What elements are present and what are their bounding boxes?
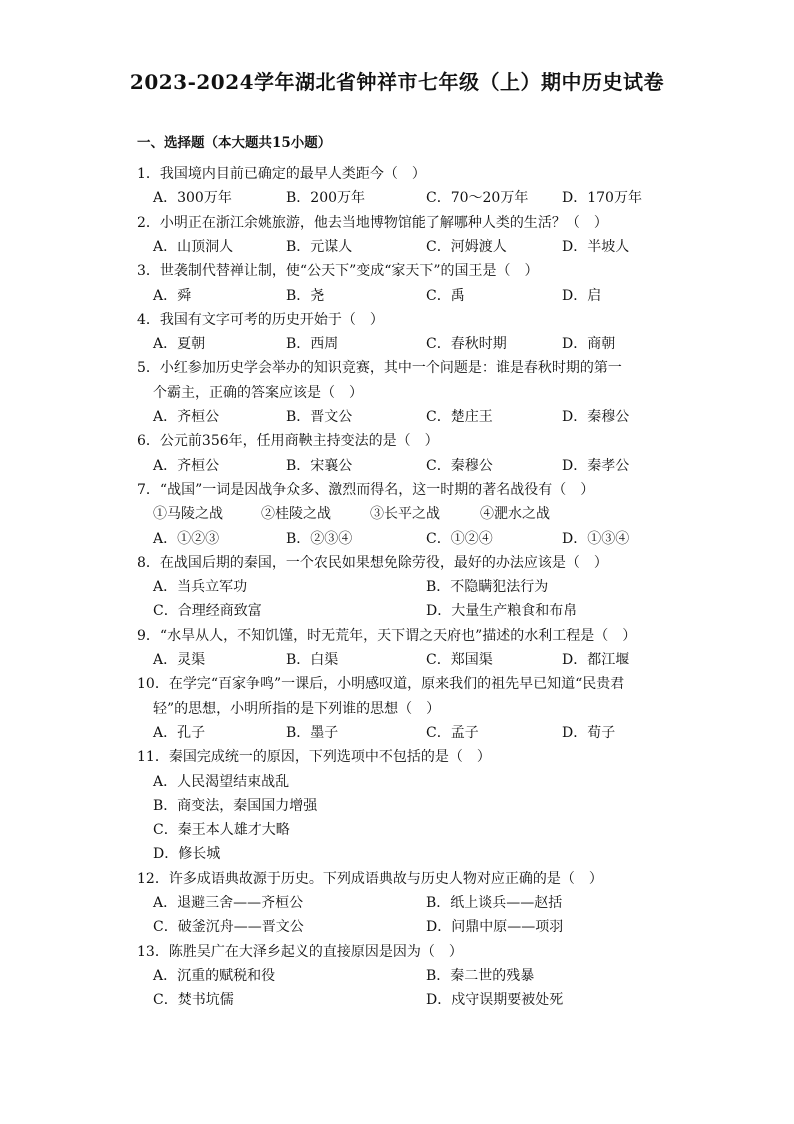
answer-option: D．修长城: [153, 846, 221, 863]
question-text-continued: 个霸主，正确的答案应该是（ ）: [153, 384, 363, 401]
answer-option: B．商变法，秦国国力增强: [153, 797, 318, 814]
question-line: [0, 503, 794, 527]
answer-option: C．合理经商致富: [153, 603, 262, 620]
question-line: [0, 868, 794, 892]
answer-option: D．秦穆公: [562, 409, 630, 425]
answer-option: D．问鼎中原——项羽: [426, 919, 564, 936]
answer-option: A．舜: [153, 287, 192, 304]
answer-option: B．秦二世的残暴: [426, 967, 535, 984]
question-line: [0, 455, 794, 479]
question-line: [0, 625, 794, 649]
question-text: 10．在学完“百家争鸣”一课后，小明感叹道，原来我们的祖先早已知道“民贵君: [137, 676, 625, 693]
answer-option: A．300万年: [153, 190, 232, 207]
answer-option: D．荀子: [562, 724, 616, 741]
question-text-continued: 轻”的思想，小明所指的是下列谁的思想（ ）: [153, 700, 441, 717]
question-line: [0, 187, 794, 211]
statement-item: ②桂陵之战: [261, 506, 331, 523]
answer-option: A．灵渠: [153, 652, 206, 668]
question-line: [0, 916, 794, 940]
answer-option: B．白渠: [286, 652, 339, 668]
question-line: [0, 285, 794, 309]
question-line: [0, 722, 794, 746]
answer-option: B．宋襄公: [286, 457, 353, 474]
question-line: [0, 965, 794, 989]
answer-option: C．焚书坑儒: [153, 992, 234, 1009]
answer-option: A．人民渴望结束战乱: [153, 773, 290, 790]
answer-option: B．西周: [286, 336, 339, 353]
question-text: 11．秦国完成统一的原因，下列选项中不包括的是（ ）: [137, 749, 491, 766]
statement-item: ①马陵之战: [153, 506, 223, 523]
question-text: 7．“战国”一词是因战争众多、激烈而得名，这一时期的著名战役有（ ）: [137, 481, 595, 498]
answer-option: D．商朝: [562, 336, 616, 353]
answer-option: A．山顶洞人: [153, 238, 234, 255]
answer-option: D．①③④: [562, 530, 630, 547]
question-line: [0, 479, 794, 503]
question-line: [0, 673, 794, 697]
answer-option: B．②③④: [286, 530, 353, 547]
question-line: [0, 163, 794, 187]
question-line: [0, 333, 794, 357]
question-line: [0, 698, 794, 722]
section-heading: 一、选择题（本大题共15小题）: [137, 135, 332, 151]
answer-option: D．启: [562, 287, 602, 304]
answer-option: B．200万年: [286, 190, 366, 207]
question-line: [0, 212, 794, 236]
question-line: [0, 357, 794, 381]
answer-option: C．河姆渡人: [426, 238, 507, 255]
question-line: [0, 892, 794, 916]
question-text: 9．“水旱从人，不知饥馑，时无荒年，天下谓之天府也”描述的水利工程是（ ）: [137, 627, 637, 644]
question-line: [0, 309, 794, 333]
answer-option: C．春秋时期: [426, 336, 507, 353]
answer-option: D．170万年: [562, 190, 642, 207]
answer-option: B．不隐瞒犯法行为: [426, 579, 549, 596]
answer-option: A．当兵立军功: [153, 579, 248, 596]
page-title: 2023-2024学年湖北省钟祥市七年级（上）期中历史试卷: [129, 70, 665, 94]
question-text: 1．我国境内目前已确定的最早人类距今（ ）: [137, 166, 426, 182]
question-line: [0, 771, 794, 795]
answer-option: A．孔子: [153, 724, 206, 741]
answer-option: C．70～20万年: [426, 190, 529, 207]
answer-option: C．楚庄王: [426, 409, 493, 425]
answer-option: C．破釜沉舟——晋文公: [153, 919, 304, 936]
question-line: [0, 236, 794, 260]
answer-option: A．夏朝: [153, 336, 206, 353]
question-line: [0, 819, 794, 843]
question-text: 6．公元前356年，任用商鞅主持变法的是（ ）: [137, 433, 439, 450]
answer-option: A．沉重的赋税和役: [153, 967, 276, 984]
answer-option: B．元谋人: [286, 238, 353, 255]
question-line: [0, 746, 794, 770]
question-text: 13．陈胜吴广在大泽乡起义的直接原因是因为（ ）: [137, 943, 463, 960]
answer-option: A．退避三舍——齐桓公: [153, 895, 304, 911]
answer-option: A．①②③: [153, 530, 220, 547]
question-line: [0, 843, 794, 867]
answer-option: C．①②④: [426, 530, 493, 547]
question-text: 5．小红参加历史学会举办的知识竞赛，其中一个问题是：谁是春秋时期的第一: [137, 360, 622, 377]
question-text: 2．小明正在浙江余姚旅游，他去当地博物馆能了解哪种人类的生活？（ ）: [137, 214, 608, 231]
answer-option: C．孟子: [426, 724, 479, 741]
answer-option: D．秦孝公: [562, 457, 630, 474]
question-line: [0, 941, 794, 965]
answer-option: B．尧: [286, 287, 325, 304]
answer-option: D．都江堰: [562, 652, 630, 668]
question-line: [0, 260, 794, 284]
question-line: [0, 795, 794, 819]
question-text: 4．我国有文字可考的历史开始于（ ）: [137, 311, 384, 328]
answer-option: B．墨子: [286, 724, 339, 741]
question-text: 3．世袭制代替禅让制，使“公天下”变成“家天下”的国王是（ ）: [137, 263, 539, 280]
answer-option: B．纸上谈兵——赵括: [426, 895, 563, 911]
question-text: 12．许多成语典故源于历史。下列成语典故与历史人物对应正确的是（ ）: [137, 870, 603, 887]
question-text: 8．在战国后期的秦国，一个农民如果想免除劳役，最好的办法应该是（ ）: [137, 554, 608, 571]
answer-option: A．齐桓公: [153, 409, 220, 425]
answer-option: D．戍守误期要被处死: [426, 992, 564, 1009]
answer-option: C．秦王本人雄才大略: [153, 822, 290, 839]
answer-option: D．大量生产粮食和布帛: [426, 603, 578, 620]
question-line: [0, 406, 794, 430]
answer-option: C．禹: [426, 287, 465, 304]
question-line: [0, 430, 794, 454]
answer-option: D．半坡人: [562, 238, 630, 255]
answer-option: C．郑国渠: [426, 652, 493, 668]
question-line: [0, 600, 794, 624]
question-line: [0, 649, 794, 673]
answer-option: A．齐桓公: [153, 457, 220, 474]
question-line: [0, 382, 794, 406]
statement-item: ③长平之战: [370, 506, 440, 523]
answer-option: C．秦穆公: [426, 457, 493, 474]
question-line: [0, 552, 794, 576]
answer-option: B．晋文公: [286, 409, 353, 425]
question-line: [0, 576, 794, 600]
question-line: [0, 528, 794, 552]
question-line: [0, 989, 794, 1013]
statement-item: ④淝水之战: [480, 506, 550, 523]
